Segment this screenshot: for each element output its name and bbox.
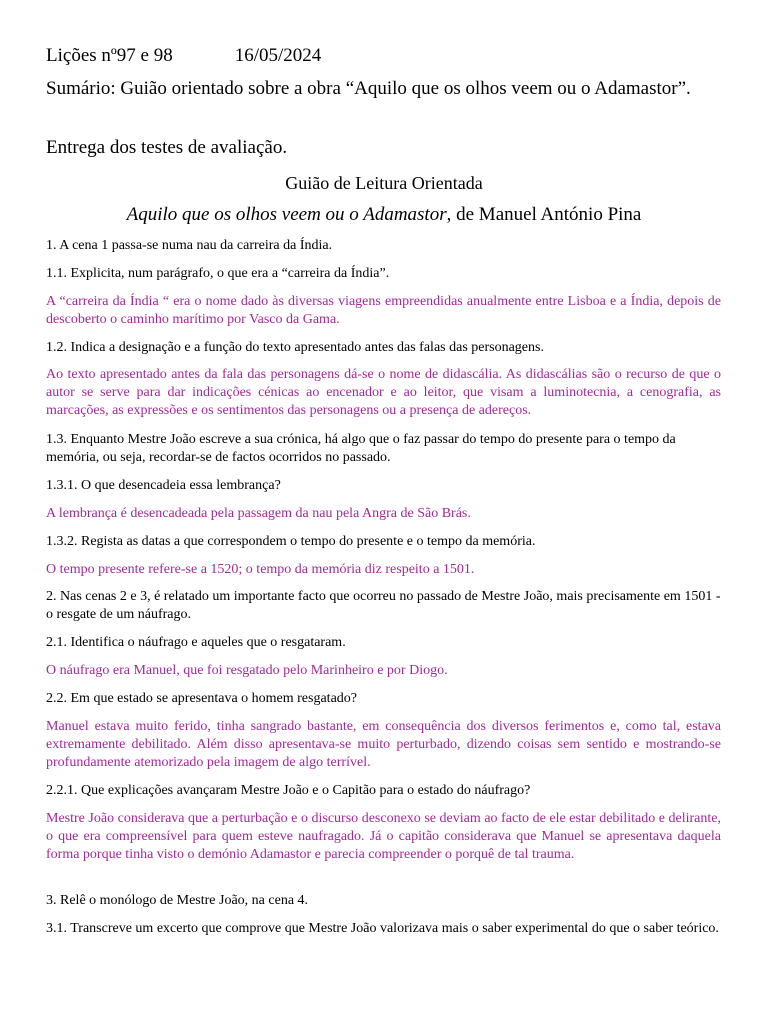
question-3-1: 3.1. Transcreve um excerto que comprove que Mestre João valorizava mais o saber experimental do que o saber teórico. [46, 921, 719, 936]
answer-1-1: A “carreira da Índia “ era o nome dado às diversas viagens empreendidas anualmente entre Lisboa e a Índia, depois de descoberto o caminho marítimo por Vasco da Gama. [46, 294, 721, 327]
question-2-1: 2.1. Identifica o náufrago e aqueles que o resgataram. [46, 635, 346, 650]
answer-2-2: Manuel estava muito ferido, tinha sangrado bastante, em consequência dos diversos ferimentos e, como tal, estava extremamente debilitado. Além disso apresentava-se muito perturbado, dizendo coisas sem sentido e mostrando-se profundamente atemorizado pela imagem de algo terrível. [46, 719, 721, 770]
answer-1-2: Ao texto apresentado antes da fala das personagens dá-se o nome de didascália. As didascálias são o recurso de que o autor se serve para dar indicações cénicas ao encenador e ao leitor, que visam a luminotecnia, a cenografia, as marcações, as expressões e os sentimentos das personagens ou a presença de adereços. [46, 367, 721, 418]
work-author: , de Manuel António Pina [446, 204, 642, 225]
work-title: Aquilo que os olhos veem ou o Adamastor [126, 204, 447, 225]
guide-title: Guião de Leitura Orientada [285, 173, 483, 193]
lesson-line [46, 44, 721, 67]
answer-1-3-2: O tempo presente refere-se a 1520; o tempo da memória diz respeito a 1501. [46, 562, 475, 577]
summary: Sumário: Guião orientado sobre a obra “Aquilo que os olhos veem ou o Adamastor”. [46, 78, 691, 99]
question-2-2: 2.2. Em que estado se apresentava o homem resgatado? [46, 691, 358, 706]
answer-2-1: O náufrago era Manuel, que foi resgatado pelo Marinheiro e por Diogo. [46, 663, 448, 678]
lesson-date: 16/05/2024 [234, 45, 322, 66]
question-1-3: 1.3. Enquanto Mestre João escreve a sua crónica, há algo que o faz passar do tempo do presente para o tempo da memória, ou seja, recordar-se de factos ocorridos no passado. [46, 432, 676, 465]
question-2: 2. Nas cenas 2 e 3, é relatado um importante facto que ocorreu no passado de Mestre João, mais precisamente em 1501 - o resgate de um náufrago. [46, 589, 721, 622]
work-heading [0, 203, 768, 226]
answer-2-2-1: Mestre João considerava que a perturbação e o discurso desconexo se deviam ao facto de ele estar debilitado e delirante, o que era compreensível para quem esteve naufragado. Já o capitão considerava que Manuel se apresentava daquela forma porque tinha visto o demónio Adamastor e parecia compreender o porquê de tal trauma. [46, 811, 721, 862]
question-2-2-1: 2.2.1. Que explicações avançaram Mestre João e o Capitão para o estado do náufrago? [46, 783, 531, 798]
question-1-2: 1.2. Indica a designação e a função do texto apresentado antes das falas das personagens. [46, 340, 544, 355]
question-1: 1. A cena 1 passa-se numa nau da carreira da Índia. [46, 238, 333, 253]
question-1-1: 1.1. Explicita, num parágrafo, o que era a “carreira da Índia”. [46, 266, 390, 281]
question-1-3-2: 1.3.2. Regista as datas a que correspondem o tempo do presente e o tempo da memória. [46, 534, 536, 549]
delivery-note: Entrega dos testes de avaliação. [46, 137, 288, 158]
question-3: 3. Relê o monólogo de Mestre João, na cena 4. [46, 893, 309, 908]
question-1-3-1: 1.3.1. O que desencadeia essa lembrança? [46, 478, 281, 493]
lesson-number: Lições nº97 e 98 [46, 45, 173, 66]
answer-1-3-1: A lembrança é desencadeada pela passagem da nau pela Angra de São Brás. [46, 506, 471, 521]
